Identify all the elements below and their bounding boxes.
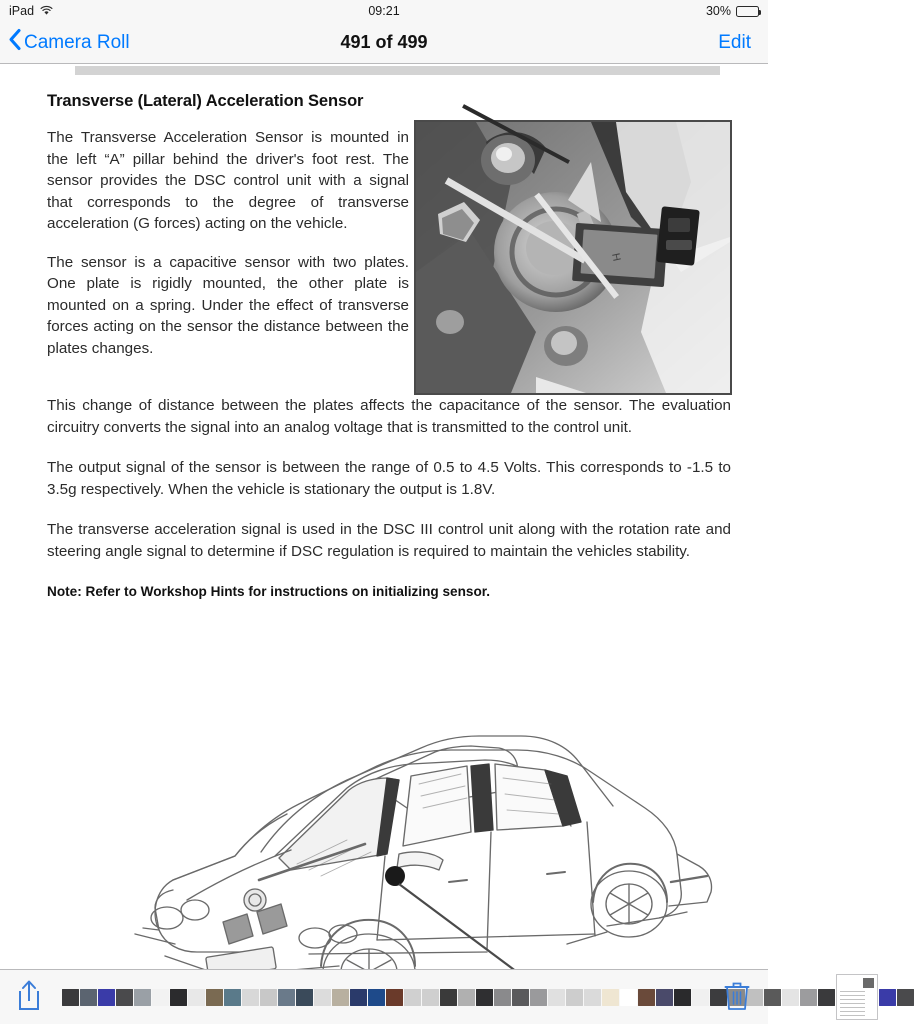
- left-column-text: [47, 127, 409, 359]
- filmstrip-thumbnail[interactable]: [98, 989, 115, 1006]
- filmstrip-thumbnail[interactable]: [818, 989, 835, 1006]
- filmstrip-thumbnail[interactable]: [764, 989, 781, 1006]
- filmstrip-thumbnail[interactable]: [314, 989, 331, 1006]
- photo-content-area[interactable]: [0, 64, 768, 969]
- paragraph-1: The Transverse Acceleration Sensor is mounted in the left “A” pillar behind the driver's foot rest. The sensor provides the DSC control unit with a signal that corresponds to the degree of transverse acceleration (G forces) acting on the vehicle.: [47, 129, 409, 232]
- filmstrip-thumbnail[interactable]: [800, 989, 817, 1006]
- filmstrip-thumbnail[interactable]: [242, 989, 259, 1006]
- filmstrip-thumbnail[interactable]: [332, 989, 349, 1006]
- filmstrip-thumbnail[interactable]: [260, 989, 277, 1006]
- note-text: Note: Refer to Workshop Hints for instructions on initializing sensor.: [47, 584, 491, 599]
- share-icon: [16, 998, 42, 1015]
- filmstrip-thumbnail[interactable]: [692, 989, 709, 1006]
- filmstrip-thumbnail[interactable]: [458, 989, 475, 1006]
- filmstrip-thumbnail[interactable]: [656, 989, 673, 1006]
- filmstrip-thumbnail[interactable]: [879, 989, 896, 1006]
- document-body: [47, 92, 731, 599]
- filmstrip-thumbnail[interactable]: [897, 989, 914, 1006]
- document-title: Transverse (Lateral) Acceleration Sensor: [47, 92, 364, 110]
- filmstrip-thumbnail[interactable]: [620, 989, 637, 1006]
- status-bar: [0, 0, 768, 22]
- filmstrip-thumbnail[interactable]: [440, 989, 457, 1006]
- full-width-text: [47, 395, 731, 599]
- svg-text:H: H: [609, 252, 623, 263]
- filmstrip-thumbnail[interactable]: [134, 989, 151, 1006]
- delete-button[interactable]: [724, 979, 750, 1016]
- clock-label: 09:21: [368, 4, 400, 18]
- edit-button[interactable]: Edit: [718, 31, 751, 53]
- paragraph-3: This change of distance between the plates affects the capacitance of the sensor. The evaluation circuitry converts the signal into an analog voltage that is transmitted to the control unit.: [47, 397, 731, 436]
- filmstrip-thumbnail[interactable]: [530, 989, 547, 1006]
- status-bar-right: [706, 4, 759, 18]
- page-title: 491 of 499: [340, 32, 428, 52]
- filmstrip-thumbnail[interactable]: [350, 989, 367, 1006]
- filmstrip-thumbnail[interactable]: [548, 989, 565, 1006]
- photo-filmstrip[interactable]: [62, 980, 706, 1014]
- filmstrip-thumbnail[interactable]: [116, 989, 133, 1006]
- share-button[interactable]: [16, 979, 42, 1016]
- filmstrip-thumbnail[interactable]: [62, 989, 79, 1006]
- filmstrip-thumbnail[interactable]: [422, 989, 439, 1006]
- filmstrip-thumbnail[interactable]: [188, 989, 205, 1006]
- filmstrip-thumbnail-selected[interactable]: [836, 974, 878, 1020]
- paragraph-5: The transverse acceleration signal is used in the DSC III control unit along with the rotation rate and steering angle signal to determine if DSC regulation is required to maintain the vehicles stability.: [47, 521, 731, 560]
- navigation-bar: [0, 22, 768, 64]
- paragraph-4: The output signal of the sensor is between the range of 0.5 to 4.5 Volts. This corresponds to -1.5 to 3.5g respectively. When the vehicle is stationary the output is 1.8V.: [47, 459, 731, 498]
- document-header-band: [75, 66, 720, 75]
- sensor-location-marker: [385, 866, 405, 886]
- back-button-label: Camera Roll: [24, 31, 130, 53]
- filmstrip-thumbnail[interactable]: [224, 989, 241, 1006]
- filmstrip-thumbnail[interactable]: [296, 989, 313, 1006]
- bottom-toolbar: [0, 969, 768, 1024]
- filmstrip-thumbnail[interactable]: [584, 989, 601, 1006]
- vehicle-diagram: [47, 704, 731, 994]
- filmstrip-thumbnail[interactable]: [206, 989, 223, 1006]
- filmstrip-thumbnail[interactable]: [674, 989, 691, 1006]
- filmstrip-thumbnail[interactable]: [404, 989, 421, 1006]
- trash-icon: [724, 998, 750, 1015]
- filmstrip-thumbnail[interactable]: [278, 989, 295, 1006]
- filmstrip-thumbnail[interactable]: [170, 989, 187, 1006]
- battery-percent-label: 30%: [705, 4, 731, 18]
- battery-icon: [736, 6, 759, 17]
- sensor-photograph: [414, 120, 732, 395]
- carrier-label: iPad: [9, 4, 35, 18]
- filmstrip-thumbnail[interactable]: [368, 989, 385, 1006]
- filmstrip-thumbnail[interactable]: [476, 989, 493, 1006]
- filmstrip-thumbnail[interactable]: [494, 989, 511, 1006]
- filmstrip-thumbnail[interactable]: [386, 989, 403, 1006]
- paragraph-2: The sensor is a capacitive sensor with two plates. One plate is rigidly mounted, the other plate is mounted on a spring. Under the effect of transverse forces acting on the sensor the distance between the plates changes.: [47, 253, 409, 357]
- filmstrip-thumbnail[interactable]: [566, 989, 583, 1006]
- filmstrip-thumbnail[interactable]: [602, 989, 619, 1006]
- filmstrip-thumbnail[interactable]: [512, 989, 529, 1006]
- filmstrip-thumbnail[interactable]: [782, 989, 799, 1006]
- filmstrip-thumbnail[interactable]: [152, 989, 169, 1006]
- filmstrip-thumbnail[interactable]: [80, 989, 97, 1006]
- filmstrip-thumbnail[interactable]: [638, 989, 655, 1006]
